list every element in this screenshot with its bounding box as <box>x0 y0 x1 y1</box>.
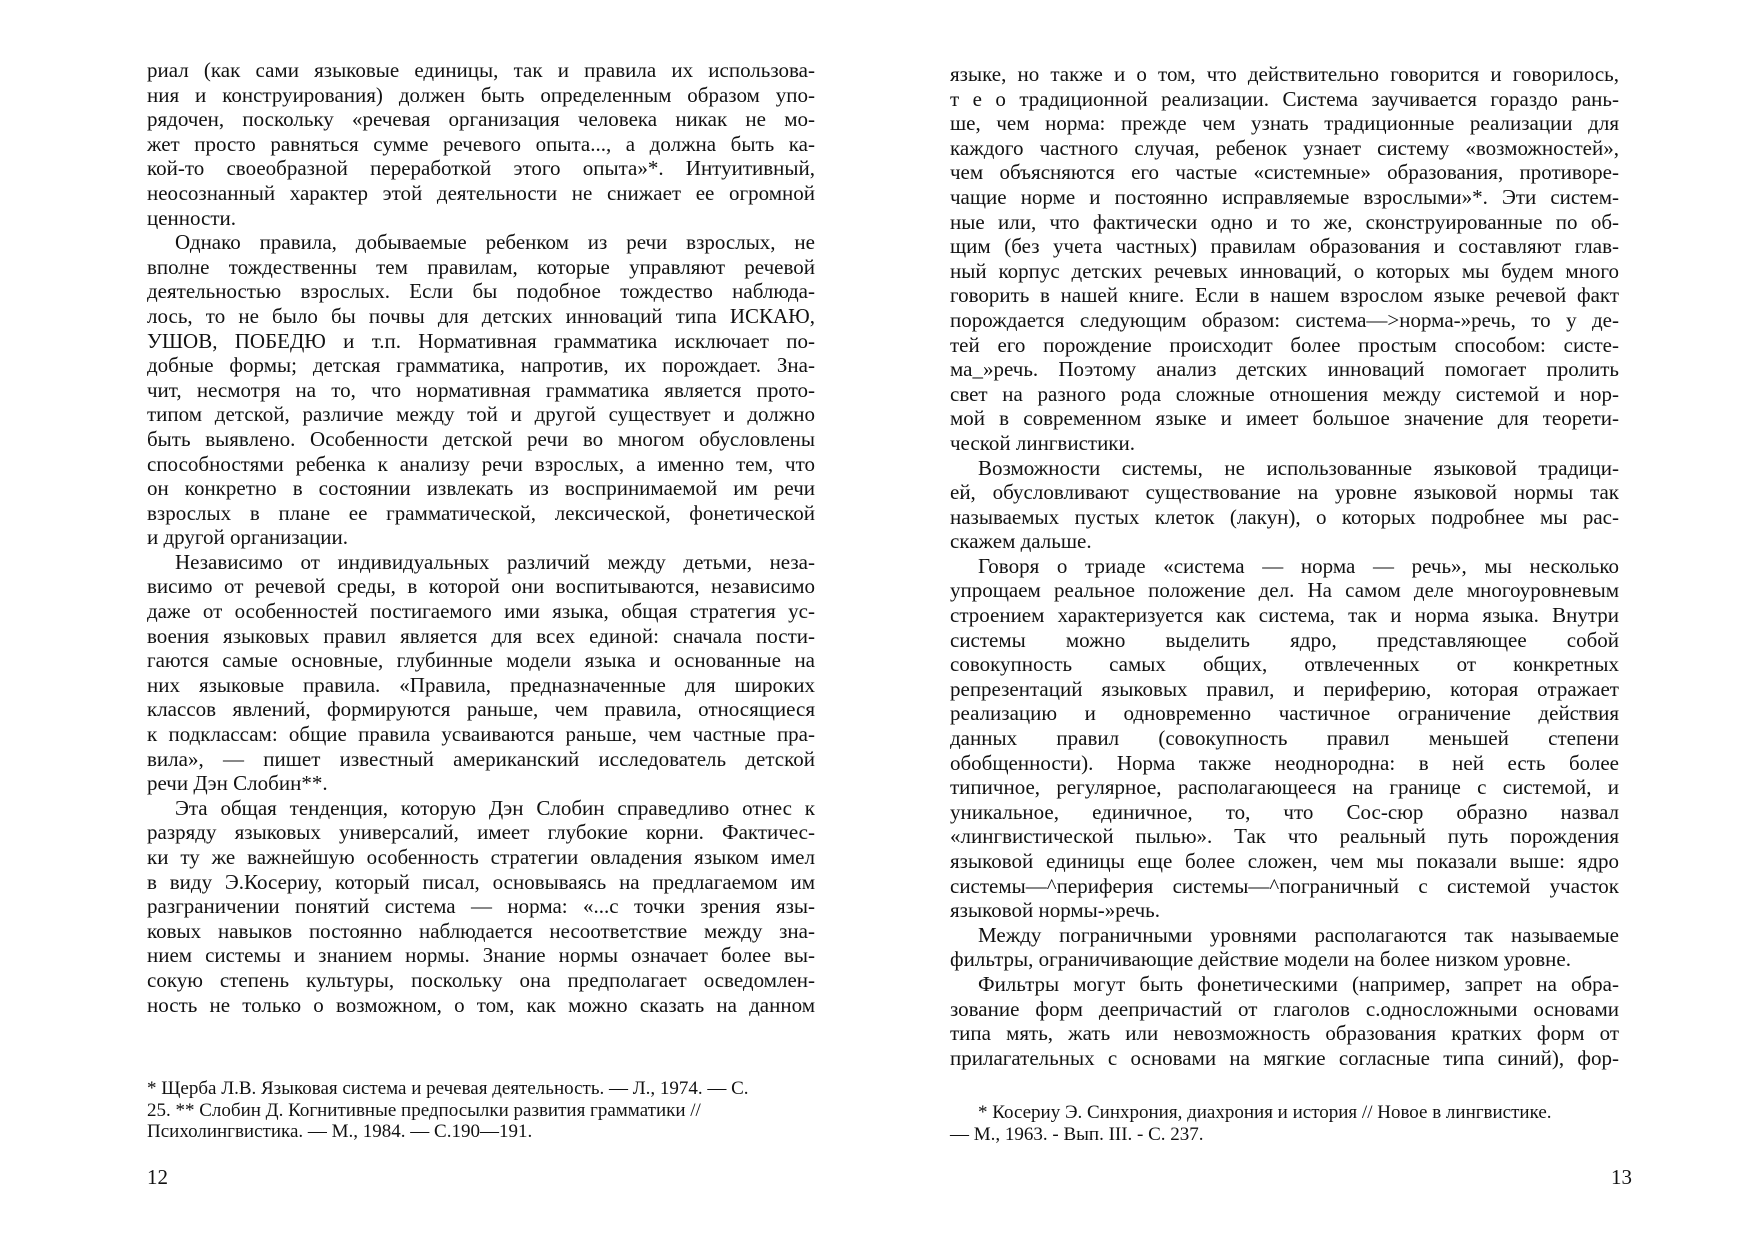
text-line: ценности. <box>147 205 237 230</box>
text-line: реализацию и одновременно частичное ограничение действия <box>950 701 1619 726</box>
paragraph <box>950 972 1619 1070</box>
text-line: языке, но также и о том, что действительно говорится и говорилось, <box>950 62 1619 86</box>
text-line: кой-то своеобразной переработкой этого опыта»*. Интуитивный, <box>147 156 815 181</box>
text-line: Независимо от индивидуальных различий между детьми, неза- <box>175 549 815 574</box>
paragraph <box>950 62 1619 456</box>
text-line: совокупность самых общих, отвлеченных от конкретных <box>950 652 1619 677</box>
text-line: способностями ребенка к анализу речи взрослых, а именно тем, что <box>147 451 815 476</box>
text-line: языковой нормы-»речь. <box>950 898 1160 923</box>
text-line: типа мять, жать или невозможность образования кратких форм от <box>950 1021 1619 1046</box>
text-line: ность не только о возможном, о том, как можно сказать на данном <box>147 992 815 1017</box>
text-line: типом детской, различие между той и другой существует и должно <box>147 402 815 427</box>
text-line: «лингвистической пылью». Так что реальный путь порождения <box>950 824 1619 849</box>
text-line: них языковые правила. «Правила, предназначенные для широких <box>147 672 815 697</box>
text-line: Возможности системы, не использованные языковой традици- <box>978 455 1619 480</box>
text-line: системы можно выделить ядро, представляющее собой <box>950 627 1619 652</box>
text-line: репрезентаций языковых правил, и периферию, которая отражает <box>950 676 1619 701</box>
text-line: строением характеризуется как система, так и норма языка. Внутри <box>950 603 1619 628</box>
text-line: жет просто равняться сумме речевого опыта..., а должна быть ка- <box>147 131 815 156</box>
text-line: нием системы и знанием нормы. Знание нормы означает более вы- <box>147 943 815 968</box>
text-line: риал (как сами языковые единицы, так и правила их использова- <box>147 58 815 82</box>
text-line: Однако правила, добываемые ребенком из речи взрослых, не <box>175 230 815 255</box>
text-line: типичное, регулярное, располагающееся на границе с системой, и <box>950 775 1619 800</box>
text-line: висимо от речевой среды, в которой они воспитываются, независимо <box>147 574 815 599</box>
text-line: рядочен, поскольку «речевая организация человека никак не мо- <box>147 107 815 132</box>
text-line: к подклассам: общие правила усваиваются раньше, чем частные пра- <box>147 722 815 747</box>
text-line: чащие норме и постоянно исправляемые взрослыми»*. Эти систем- <box>950 184 1619 209</box>
text-line: фильтры, ограничивающие действие модели на более низком уровне. <box>950 947 1571 972</box>
text-line: Фильтры могут быть фонетическими (например, запрет на обра- <box>978 971 1619 996</box>
text-line: Эта общая тенденция, которую Дэн Слобин справедливо отнес к <box>175 795 815 820</box>
text-line: системы—^периферия системы—^пограничный с системой участок <box>950 873 1619 898</box>
text-line: воения языковых правил является для всех единой: сначала пости- <box>147 623 815 648</box>
footnote-line: * Косериу Э. Синхрония, диахрония и история // Новое в лингвистике. <box>978 1102 1552 1123</box>
text-line: ные или, что фактически одно и то же, сконструированные по об- <box>950 209 1619 234</box>
text-line: ный корпус детских речевых инноваций, о которых мы будем много <box>950 258 1619 283</box>
text-line: т е о традиционной реализации. Система заучивается гораздо рань- <box>950 86 1619 111</box>
text-line: вила», — пишет известный американский исследователь детской <box>147 746 815 771</box>
text-line: взрослых в плане ее грамматической, лексической, фонетической <box>147 500 815 525</box>
text-line: вполне тождественны тем правилам, которые управляют речевой <box>147 254 815 279</box>
text-line: Говоря о триаде «система — норма — речь», мы несколько <box>978 553 1619 578</box>
text-line: ей, обусловливают существование на уровне языковой нормы так <box>950 480 1619 505</box>
text-line: обобщенности). Норма также неоднородна: в ней есть более <box>950 750 1619 775</box>
text-line: ше, чем норма: прежде чем узнать традиционные реализации для <box>950 111 1619 136</box>
text-line: УШОВ, ПОБЕДЮ и т.п. Нормативная грамматика исключает по- <box>147 328 815 353</box>
text-line: чем объясняются его частые «системные» образования, противоре- <box>950 160 1619 185</box>
page-number: 13 <box>1611 1165 1632 1189</box>
footnote-line: Психолингвистика. — М., 1984. — С.190—191. <box>147 1121 533 1142</box>
text-line: говорить в нашей книге. Если в нашем взрослом языке речевой факт <box>950 283 1619 308</box>
text-line: прилагательных с основами на мягкие согласные типа синий), фор- <box>950 1045 1619 1070</box>
paragraph <box>950 456 1619 554</box>
text-line: зование форм деепричастий от глаголов с.односложными основами <box>950 996 1619 1021</box>
paragraph <box>147 58 815 230</box>
text-line: ческой лингвистики. <box>950 430 1136 455</box>
text-line: он конкретно в состоянии извлекать из воспринимаемой им речи <box>147 476 815 501</box>
text-line: лось, то не было бы почвы для детских инноваций типа ИСКАЮ, <box>147 303 815 328</box>
footnote-line: * Щерба Л.В. Языковая система и речевая деятельность. — Л., 1974. — С. <box>147 1078 749 1099</box>
text-line: добные формы; детская грамматика, напротив, их порождает. Зна- <box>147 353 815 378</box>
text-line: данных правил (совокупность правил меньшей степени <box>950 726 1619 751</box>
left-page <box>0 0 876 1241</box>
paragraph <box>950 554 1619 923</box>
text-line: деятельностью взрослых. Если бы подобное тождество наблюда- <box>147 279 815 304</box>
text-line: порождается следующим образом: система—>норма-»речь, то у де- <box>950 307 1619 332</box>
text-line: разряду языковых универсалий, имеет глубокие корни. Фактичес- <box>147 820 815 845</box>
text-line: и другой организации. <box>147 525 348 550</box>
text-line: гаются самые основные, глубинные модели языка и основанные на <box>147 648 815 673</box>
text-line: языковой единицы еще более сложен, чем мы показали выше: ядро <box>950 849 1619 873</box>
right-page <box>876 0 1753 1241</box>
paragraph <box>147 796 815 1017</box>
text-line: скажем дальше. <box>950 529 1092 554</box>
left-page-body <box>147 58 815 1017</box>
text-line: щим (без учета частных) правилам образования и составляют глав- <box>950 234 1619 259</box>
text-line: сокую степень культуры, поскольку она предполагает осведомлен- <box>147 967 815 992</box>
footnote-line: — М., 1963. - Вып. III. - С. 237. <box>950 1123 1204 1145</box>
text-line: свет на разного рода сложные отношения между системой и нор- <box>950 381 1619 406</box>
text-line: чит, несмотря на то, что нормативная грамматика является прото- <box>147 377 815 402</box>
text-line: разграничении понятий система — норма: «...с точки зрения язы- <box>147 894 815 919</box>
text-line: упрощаем реальное положение дел. На самом деле многоуровневым <box>950 578 1619 603</box>
paragraph <box>147 230 815 550</box>
text-line: называемых пустых клеток (лакун), о которых подробнее мы рас- <box>950 504 1619 529</box>
text-line: ния и конструирования) должен быть определенным образом упо- <box>147 82 815 107</box>
text-line: неосознанный характер этой деятельности не снижает ее огромной <box>147 180 815 205</box>
text-line: мой в современном языке и имеет большое значение для теорети- <box>950 406 1619 431</box>
text-line: в виду Э.Косериу, который писал, основываясь на предлагаемом им <box>147 869 815 894</box>
text-line: речи Дэн Слобин**. <box>147 771 328 796</box>
text-line: классов явлений, формируются раньше, чем правила, относящиеся <box>147 697 815 722</box>
text-line: Между пограничными уровнями располагаются так называемые <box>978 922 1619 947</box>
left-page-footnotes <box>147 1078 827 1143</box>
paragraph <box>950 923 1619 972</box>
text-line: уникальное, единичное, то, что Сос-сюр образно назвал <box>950 799 1619 824</box>
right-page-body <box>950 62 1619 1070</box>
paragraph <box>147 550 815 796</box>
text-line: даже от особенностей постигаемого ими языка, общая стратегия ус- <box>147 599 815 624</box>
text-line: быть выявлено. Особенности детской речи во многом обусловлены <box>147 426 815 451</box>
text-line: ма_»речь. Поэтому анализ детских инноваций помогает пролить <box>950 357 1619 382</box>
text-line: ки ту же важнейшую особенность стратегии овладения языком имел <box>147 845 815 869</box>
text-line: ковых навыков постоянно наблюдается несоответствие между зна- <box>147 918 815 943</box>
text-line: тей его порождение происходит более простым способом: систе- <box>950 332 1619 357</box>
page-number: 12 <box>147 1165 168 1189</box>
text-line: каждого частного случая, ребенок узнает систему «возможностей», <box>950 135 1619 160</box>
footnote-line: 25. ** Слобин Д. Когнитивные предпосылки развития грамматики // <box>147 1099 701 1121</box>
right-page-footnotes <box>950 1102 1630 1145</box>
